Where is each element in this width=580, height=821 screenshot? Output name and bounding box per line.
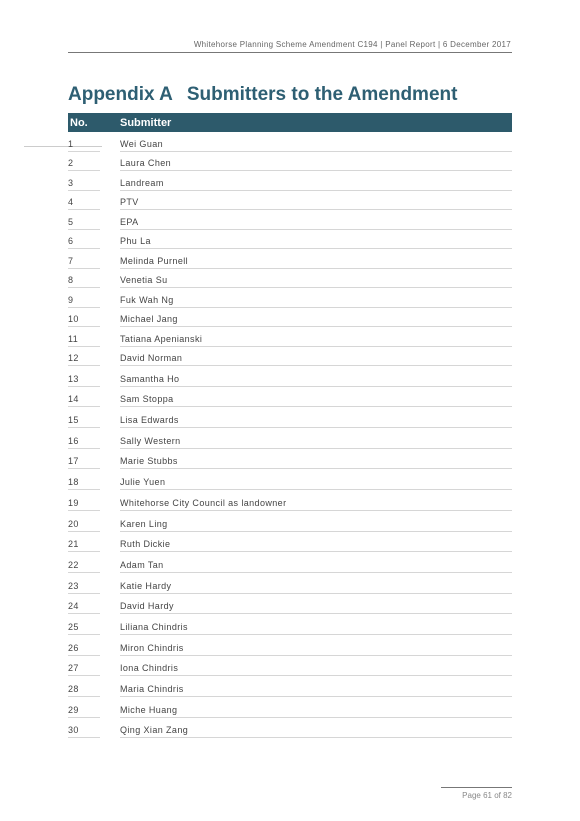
table-row [68, 449, 512, 470]
table-row [68, 532, 512, 553]
submitter-name: Landream [120, 177, 164, 188]
row-number: 24 [68, 601, 79, 612]
table-row [68, 347, 512, 367]
header-rule [68, 52, 512, 53]
submitter-name: Lisa Edwards [120, 415, 179, 426]
table-row [68, 288, 512, 308]
submitter-name: Miron Chindris [120, 642, 184, 653]
submitters-table [68, 113, 512, 738]
submitter-name: PTV [120, 197, 139, 207]
table-row [68, 327, 512, 347]
table-row [68, 152, 512, 172]
row-number: 27 [68, 663, 79, 674]
table-row [68, 132, 512, 152]
row-number: 10 [68, 314, 79, 324]
submitter-name: Miche Huang [120, 704, 178, 715]
row-number: 29 [68, 704, 79, 715]
submitter-name: Michael Jang [120, 314, 178, 324]
row-number: 21 [68, 539, 79, 550]
table-row [68, 210, 512, 230]
row-number: 25 [68, 621, 79, 632]
submitter-name: Katie Hardy [120, 580, 172, 591]
row-number: 1 [68, 138, 74, 149]
submitter-name: Venetia Su [120, 275, 168, 285]
row-number: 7 [68, 255, 74, 266]
submitter-name: David Hardy [120, 601, 174, 612]
row-number: 20 [68, 518, 79, 529]
table-row [68, 614, 512, 635]
table-row [68, 308, 512, 328]
row-number: 15 [68, 415, 79, 426]
table-row [68, 573, 512, 594]
table-row [68, 428, 512, 449]
submitter-name: Fuk Wah Ng [120, 294, 174, 305]
row-number: 17 [68, 456, 79, 467]
submitter-name: Ruth Dickie [120, 539, 171, 550]
table-row [68, 191, 512, 211]
table-row [68, 171, 512, 191]
table-row [68, 230, 512, 250]
table-body [68, 132, 512, 738]
row-rule-submitter [120, 737, 512, 738]
table-row [68, 594, 512, 615]
table-row [68, 269, 512, 289]
column-header-submitter: Submitter [120, 116, 172, 129]
table-row [68, 635, 512, 656]
submitter-name: Karen Ling [120, 518, 168, 529]
page-title [68, 84, 457, 106]
submitter-name: Iona Chindris [120, 663, 179, 674]
table-row [68, 656, 512, 677]
column-header-no: No. [70, 116, 88, 129]
submitter-name: Wei Guan [120, 138, 164, 149]
table-row [68, 697, 512, 718]
submitter-name: Liliana Chindris [120, 621, 188, 632]
row-number: 23 [68, 580, 79, 591]
row-number: 3 [68, 177, 74, 188]
row-number: 18 [68, 477, 79, 488]
submitter-name: Melinda Purnell [120, 255, 189, 266]
row-number: 8 [68, 275, 74, 285]
footer-rule [441, 787, 512, 788]
row-number: 14 [68, 394, 79, 405]
appendix-label: Appendix A [68, 84, 173, 105]
submitter-name: Qing Xian Zang [120, 725, 189, 736]
row-rule-number [68, 737, 100, 738]
table-row [68, 387, 512, 408]
row-number: 2 [68, 158, 74, 168]
table-row [68, 490, 512, 511]
submitter-name: Samantha Ho [120, 373, 180, 384]
table-row [68, 552, 512, 573]
row-number: 30 [68, 725, 79, 736]
row-number: 4 [68, 197, 74, 207]
table-row [68, 718, 512, 739]
row-number: 11 [68, 333, 79, 344]
submitter-name: Marie Stubbs [120, 456, 178, 467]
row-number: 19 [68, 497, 79, 508]
table-row [68, 366, 512, 387]
submitter-name: David Norman [120, 353, 183, 363]
row-number: 12 [68, 353, 79, 363]
submitter-name: Whitehorse City Council as landowner [120, 497, 287, 508]
table-row [68, 676, 512, 697]
row-number: 6 [68, 236, 74, 246]
page-number: Page 61 of 82 [462, 791, 512, 800]
row-number: 16 [68, 435, 79, 446]
row-number: 26 [68, 642, 79, 653]
submitter-name: Sally Western [120, 435, 181, 446]
table-row [68, 249, 512, 269]
submitter-name: Tatiana Apenianski [120, 333, 203, 344]
submitter-name: EPA [120, 216, 139, 227]
submitter-name: Sam Stoppa [120, 394, 174, 405]
running-header: Whitehorse Planning Scheme Amendment C194 | Panel Report | 6 December 2017 [193, 40, 511, 49]
submitter-name: Maria Chindris [120, 684, 184, 694]
row-number: 9 [68, 294, 74, 305]
submitter-name: Laura Chen [120, 158, 172, 168]
table-row [68, 407, 512, 428]
row-number: 28 [68, 684, 79, 694]
table-row [68, 469, 512, 490]
table-header [68, 113, 512, 132]
table-row [68, 511, 512, 532]
submitter-name: Adam Tan [120, 559, 164, 570]
appendix-heading: Submitters to the Amendment [186, 84, 458, 105]
submitter-name: Julie Yuen [120, 477, 166, 488]
submitter-name: Phu La [120, 236, 151, 246]
row-number: 13 [68, 373, 79, 384]
row-number: 22 [68, 559, 79, 570]
row-number: 5 [68, 216, 74, 227]
